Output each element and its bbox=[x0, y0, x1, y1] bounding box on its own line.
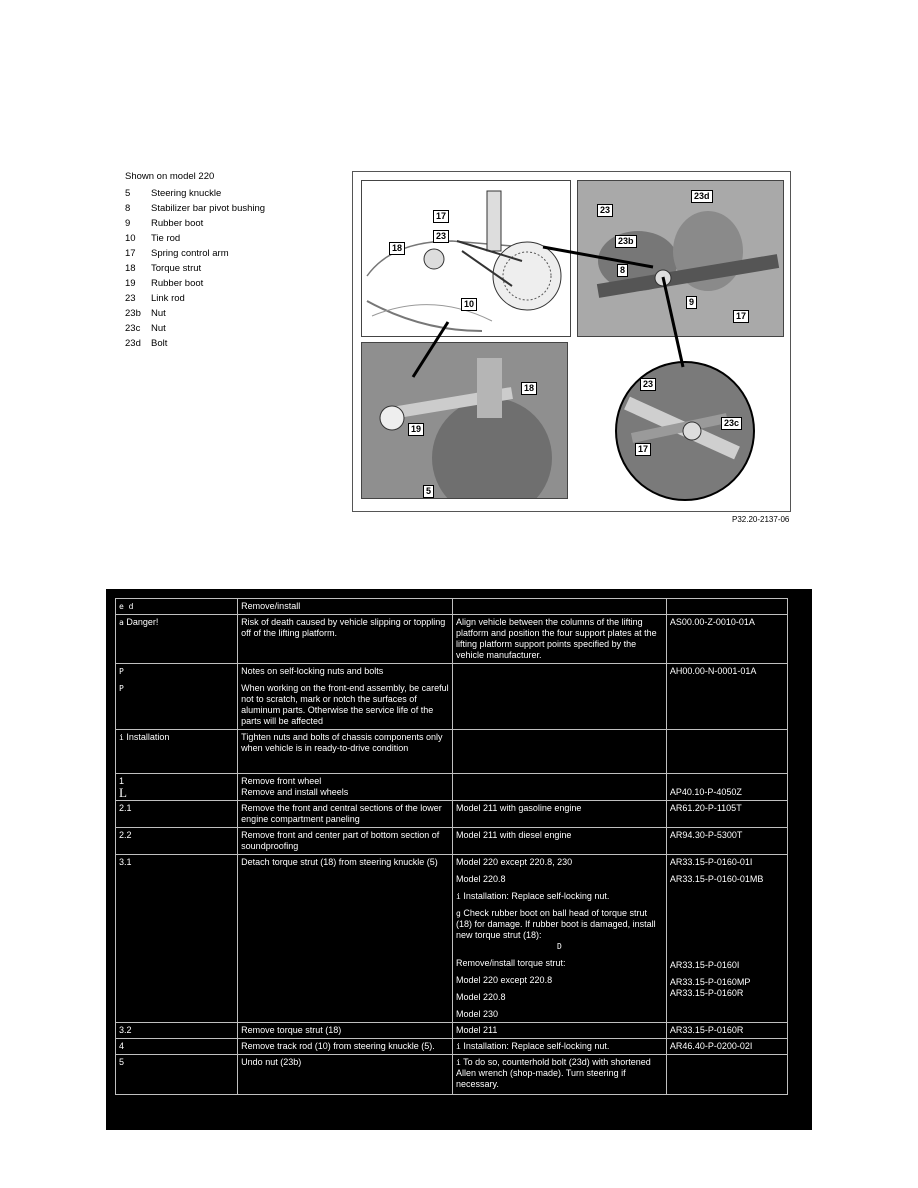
align-text: Align vehicle between the columns of the lifting platform and position the four support plates at the lifting platform support points specified by the vehicle manufacturer. bbox=[453, 615, 667, 664]
parts-legend bbox=[125, 169, 265, 351]
step-ref: AR61.20-P-1105T bbox=[666, 801, 787, 828]
legend-label: Torque strut bbox=[151, 263, 202, 274]
legend-item bbox=[125, 291, 265, 306]
figure-code: P32.20-2137-06 bbox=[732, 515, 790, 524]
header-cell-1: e d bbox=[116, 599, 238, 615]
step-text: Remove torque strut (18) bbox=[238, 1023, 453, 1039]
step-text: Undo nut (23b) bbox=[238, 1055, 453, 1095]
callout-label: 23b bbox=[615, 235, 637, 248]
model-line: Model 220.8 bbox=[456, 992, 506, 1002]
legend-label: Rubber boot bbox=[151, 218, 204, 229]
step-number: 2.1 bbox=[116, 801, 238, 828]
legend-num: 8 bbox=[125, 203, 131, 214]
table-row bbox=[116, 664, 788, 730]
model-line: Model 230 bbox=[456, 1009, 499, 1019]
legend-num: 23c bbox=[125, 323, 141, 334]
danger-ref: AS00.00-Z-0010-01A bbox=[666, 615, 787, 664]
step1-text-cell bbox=[238, 774, 453, 801]
install-note bbox=[456, 891, 663, 902]
callout-label: 18 bbox=[521, 382, 537, 395]
step-number-alt: L bbox=[119, 785, 127, 800]
empty-cell bbox=[453, 774, 667, 801]
legend-num: 17 bbox=[125, 248, 136, 259]
legend-label: Nut bbox=[151, 308, 166, 319]
install-note-text: Installation: Replace self-locking nut. bbox=[463, 891, 610, 901]
legend-caption: Shown on model 220 bbox=[125, 171, 215, 182]
notes-title: Notes on self-locking nuts and bolts bbox=[241, 666, 384, 676]
legend-item bbox=[125, 261, 265, 276]
table-row bbox=[116, 1055, 788, 1095]
step-ref: AR33.15-P-0160I bbox=[669, 960, 740, 970]
legend-item bbox=[125, 246, 265, 261]
header-cell-2: Remove/install bbox=[238, 599, 453, 615]
callout-label: 18 bbox=[389, 242, 405, 255]
table-row bbox=[116, 855, 788, 1023]
danger-cell bbox=[116, 615, 238, 664]
procedure-table bbox=[115, 598, 788, 1095]
step-text: Remove front wheel bbox=[241, 776, 322, 786]
legend-num: 18 bbox=[125, 263, 136, 274]
step-number: 4 bbox=[116, 1039, 238, 1055]
legend-item bbox=[125, 306, 265, 321]
step-ref: AR33.15-P-0160-01I bbox=[669, 857, 753, 867]
model-line: Model 220.8 bbox=[456, 874, 506, 884]
legend-label: Nut bbox=[151, 323, 166, 334]
table-header-row bbox=[116, 599, 788, 615]
callout-label: 23c bbox=[721, 417, 742, 430]
notes-icon: P bbox=[119, 684, 124, 693]
step-number: 2.2 bbox=[116, 828, 238, 855]
risk-label: Risk of death bbox=[241, 617, 294, 627]
callout-label: 23 bbox=[640, 378, 656, 391]
notes-icons-cell bbox=[116, 664, 238, 730]
step5-note-text: To do so, counterhold bolt (23d) with shortened Allen wrench (shop-made). Turn steering if necessary. bbox=[456, 1057, 651, 1089]
legend-label: Bolt bbox=[151, 338, 168, 349]
table-row bbox=[116, 1039, 788, 1055]
legend-item bbox=[125, 186, 265, 201]
table-row bbox=[116, 615, 788, 664]
step-number: 3.1 bbox=[116, 855, 238, 1023]
notes-ref: AH00.00-N-0001-01A bbox=[666, 664, 787, 730]
step1-ref-cell bbox=[666, 774, 787, 801]
legend-num: 19 bbox=[125, 278, 136, 289]
installation-text: Tighten nuts and bolts of chassis components only when vehicle is in ready-to-drive condition bbox=[238, 730, 453, 774]
step-ref: AP40.10-P-4050Z bbox=[669, 787, 742, 797]
risk-cell bbox=[238, 615, 453, 664]
step-model: Model 211 with gasoline engine bbox=[453, 801, 667, 828]
step-text: Remove the front and central sections of the lower engine compartment paneling bbox=[238, 801, 453, 828]
callout-label: 17 bbox=[433, 210, 449, 223]
step-text: Remove track rod (10) from steering knuckle (5). bbox=[238, 1039, 453, 1055]
callout-label: 23 bbox=[433, 230, 449, 243]
legend-item bbox=[125, 276, 265, 291]
step-text-2: Remove and install wheels bbox=[241, 787, 349, 797]
d-marker: D bbox=[556, 942, 562, 951]
header-cell-3 bbox=[453, 599, 667, 615]
legend-item bbox=[125, 201, 265, 216]
notes-icon: P bbox=[119, 667, 124, 676]
legend-num: 5 bbox=[125, 188, 131, 199]
danger-title: Danger! bbox=[126, 617, 159, 627]
legend-item bbox=[125, 216, 265, 231]
step-text: Detach torque strut (18) from steering knuckle (5) bbox=[238, 855, 453, 1023]
legend-label: Stabilizer bar pivot bushing bbox=[151, 203, 266, 214]
step-number: 5 bbox=[116, 1055, 238, 1095]
callout-label: 5 bbox=[423, 485, 434, 498]
step-model: Model 211 bbox=[453, 1023, 667, 1039]
procedure-table-panel bbox=[106, 589, 812, 1130]
table-row bbox=[116, 828, 788, 855]
installation-title: Installation bbox=[126, 732, 170, 742]
table-row bbox=[116, 801, 788, 828]
step5-note-cell bbox=[453, 1055, 667, 1095]
legend-label: Steering knuckle bbox=[151, 188, 222, 199]
empty-cell bbox=[666, 730, 787, 774]
legend-num: 23d bbox=[125, 338, 141, 349]
suspension-figure bbox=[352, 171, 791, 512]
step-model: Model 211 with diesel engine bbox=[453, 828, 667, 855]
legend-num: 10 bbox=[125, 233, 136, 244]
callout-label: 19 bbox=[408, 423, 424, 436]
empty-cell bbox=[453, 664, 667, 730]
legend-num: 23 bbox=[125, 293, 136, 304]
callout-label: 8 bbox=[617, 264, 628, 277]
check-icon: g bbox=[456, 909, 461, 918]
step-number: 1 bbox=[119, 776, 125, 786]
danger-icon: a bbox=[119, 618, 124, 627]
model-line: Model 220 except 220.8 bbox=[456, 975, 553, 985]
legend-label: Link rod bbox=[151, 293, 185, 304]
step-ref: AR46.40-P-0200-02I bbox=[666, 1039, 787, 1055]
info-icon: i bbox=[456, 892, 461, 901]
legend-item bbox=[125, 321, 265, 336]
header-cell-4 bbox=[666, 599, 787, 615]
model-line: Model 220 except 220.8, 230 bbox=[456, 857, 573, 867]
step-ref: AR33.15-P-0160R bbox=[666, 1023, 787, 1039]
install-note-text: Installation: Replace self-locking nut. bbox=[463, 1041, 610, 1051]
check-note-text: Check rubber boot on ball head of torque strut (18) for damage. If rubber boot is damaged, install new torque strut (18): bbox=[456, 908, 656, 940]
risk-text: caused by vehicle slipping or toppling off of the lifting platform. bbox=[241, 617, 446, 638]
callout-label: 17 bbox=[635, 443, 651, 456]
remove-label: Remove/install torque strut: bbox=[456, 958, 566, 968]
step-ref: AR33.15-P-0160-01MB bbox=[669, 874, 764, 884]
check-note bbox=[456, 908, 663, 941]
legend-item bbox=[125, 336, 265, 351]
step-ref: AR33.15-P-0160MP bbox=[669, 977, 751, 987]
installation-cell bbox=[116, 730, 238, 774]
legend-label: Tie rod bbox=[151, 233, 181, 244]
notes-text-cell bbox=[238, 664, 453, 730]
callout-label: 17 bbox=[733, 310, 749, 323]
legend-num: 9 bbox=[125, 218, 131, 229]
step31-models-cell bbox=[453, 855, 667, 1023]
table-row bbox=[116, 774, 788, 801]
legend-num: 23b bbox=[125, 308, 141, 319]
table-row bbox=[116, 730, 788, 774]
empty-cell bbox=[453, 730, 667, 774]
step-ref: AR33.15-P-0160R bbox=[669, 988, 744, 998]
callout-label: 10 bbox=[461, 298, 477, 311]
step4-note-cell bbox=[453, 1039, 667, 1055]
step-ref: AR94.30-P-5300T bbox=[666, 828, 787, 855]
step-text: Remove front and center part of bottom section of soundproofing bbox=[238, 828, 453, 855]
legend-label: Spring control arm bbox=[151, 248, 229, 259]
table-row bbox=[116, 1023, 788, 1039]
leader-lines bbox=[353, 172, 792, 513]
empty-cell bbox=[666, 1055, 787, 1095]
callout-label: 23d bbox=[691, 190, 713, 203]
info-icon: i bbox=[456, 1058, 461, 1067]
info-icon: i bbox=[456, 1042, 461, 1051]
legend-label: Rubber boot bbox=[151, 278, 204, 289]
info-icon: i bbox=[119, 733, 124, 742]
step-number: 3.2 bbox=[116, 1023, 238, 1039]
legend-item bbox=[125, 231, 265, 246]
callout-label: 23 bbox=[597, 204, 613, 217]
step31-refs-cell bbox=[666, 855, 787, 1023]
notes-body: When working on the front-end assembly, be careful not to scratch, mark or notch the surfaces of aluminum parts. Otherwise the service life of the parts will be affected bbox=[241, 683, 449, 726]
callout-label: 9 bbox=[686, 296, 697, 309]
step1-num-cell bbox=[116, 774, 238, 801]
